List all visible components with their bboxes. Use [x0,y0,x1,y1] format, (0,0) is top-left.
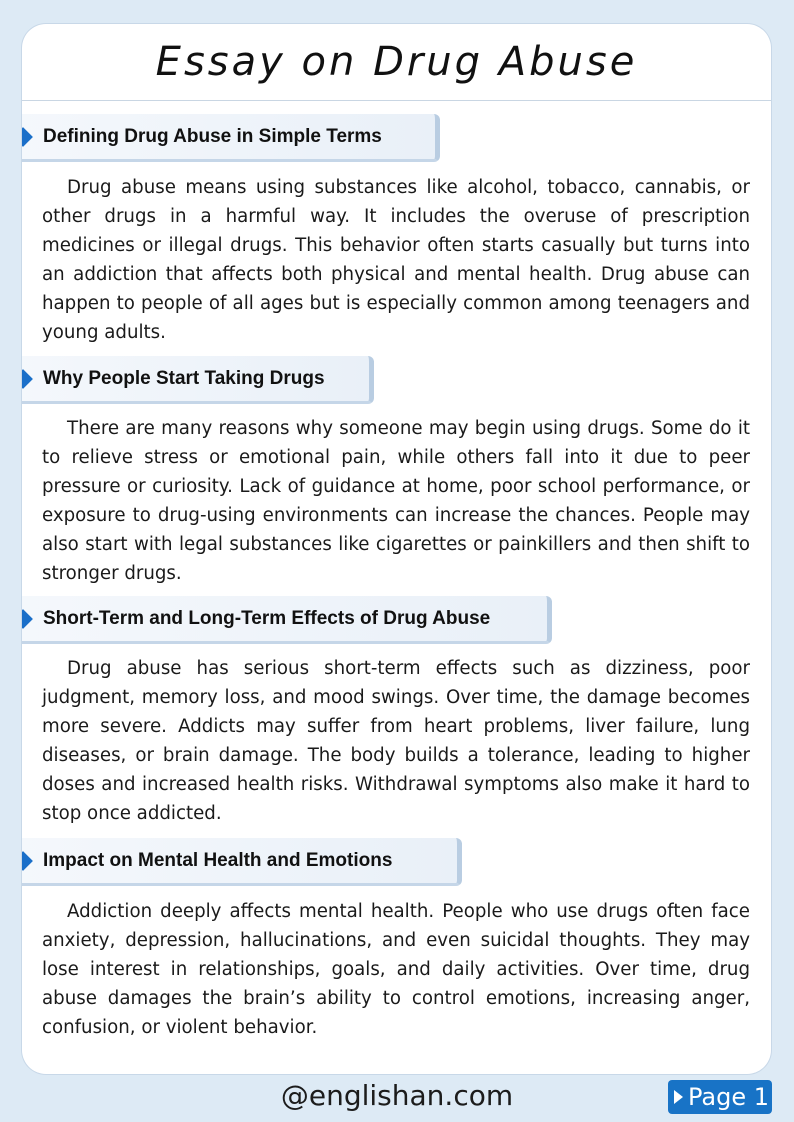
diamond-icon [22,609,33,629]
section-heading-text: Impact on Mental Health and Emotions [43,849,393,871]
chevron-right-icon [674,1090,683,1104]
section-heading-definition [22,114,440,162]
site-url: @englishan.com [280,1079,514,1112]
section-paragraph-effects: Drug abuse has serious short-term effects such as dizziness, poor judgment, memory loss, and mood swings. Over time, the damage becomes more severe. Addicts may suffer from heart problems, liver failure, lung diseases, or brain damage. The body builds a tolerance, leading to higher doses and increased health risks. Withdrawal symptoms also make it hard to stop once addicted. [42,658,750,824]
section-heading-reasons [22,356,374,404]
page-number-badge [668,1080,772,1114]
section-heading-text: Why People Start Taking Drugs [43,367,325,389]
section-heading-mental-health [22,838,462,886]
section-heading-effects [22,596,552,644]
essay-card [22,24,771,1074]
section-paragraph-reasons: There are many reasons why someone may begin using drugs. Some do it to relieve stress or emotional pain, while others fall into it due to peer pressure or curiosity. Lack of guidance at home, poor school performance, or exposure to drug-using environments can increase the chances. People may also start with legal substances like cigarettes or painkillers and then shift to stronger drugs. [42,418,750,584]
diamond-icon [22,851,33,871]
diamond-icon [22,369,33,389]
section-heading-text: Short-Term and Long-Term Effects of Drug Abuse [43,607,491,629]
page-number-label: Page 1 [688,1083,769,1111]
section-paragraph-definition: Drug abuse means using substances like alcohol, tobacco, cannabis, or other drugs in a harmful way. It includes the overuse of prescription medicines or illegal drugs. This behavior often starts casually but turns into an addiction that affects both physical and mental health. Drug abuse can happen to people of all ages but is especially common among teenagers and young adults. [42,177,750,343]
section-heading-text: Defining Drug Abuse in Simple Terms [43,125,382,147]
page-title: Essay on Drug Abuse [155,39,638,85]
title-bar [22,24,771,101]
diamond-icon [22,127,33,147]
section-paragraph-mental-health: Addiction deeply affects mental health. People who use drugs often face anxiety, depression, hallucinations, and even suicidal thoughts. They may lose interest in relationships, goals, and daily activities. Over time, drug abuse damages the brain’s ability to control emotions, increasing anger, confusion, or violent behavior. [42,901,750,1038]
